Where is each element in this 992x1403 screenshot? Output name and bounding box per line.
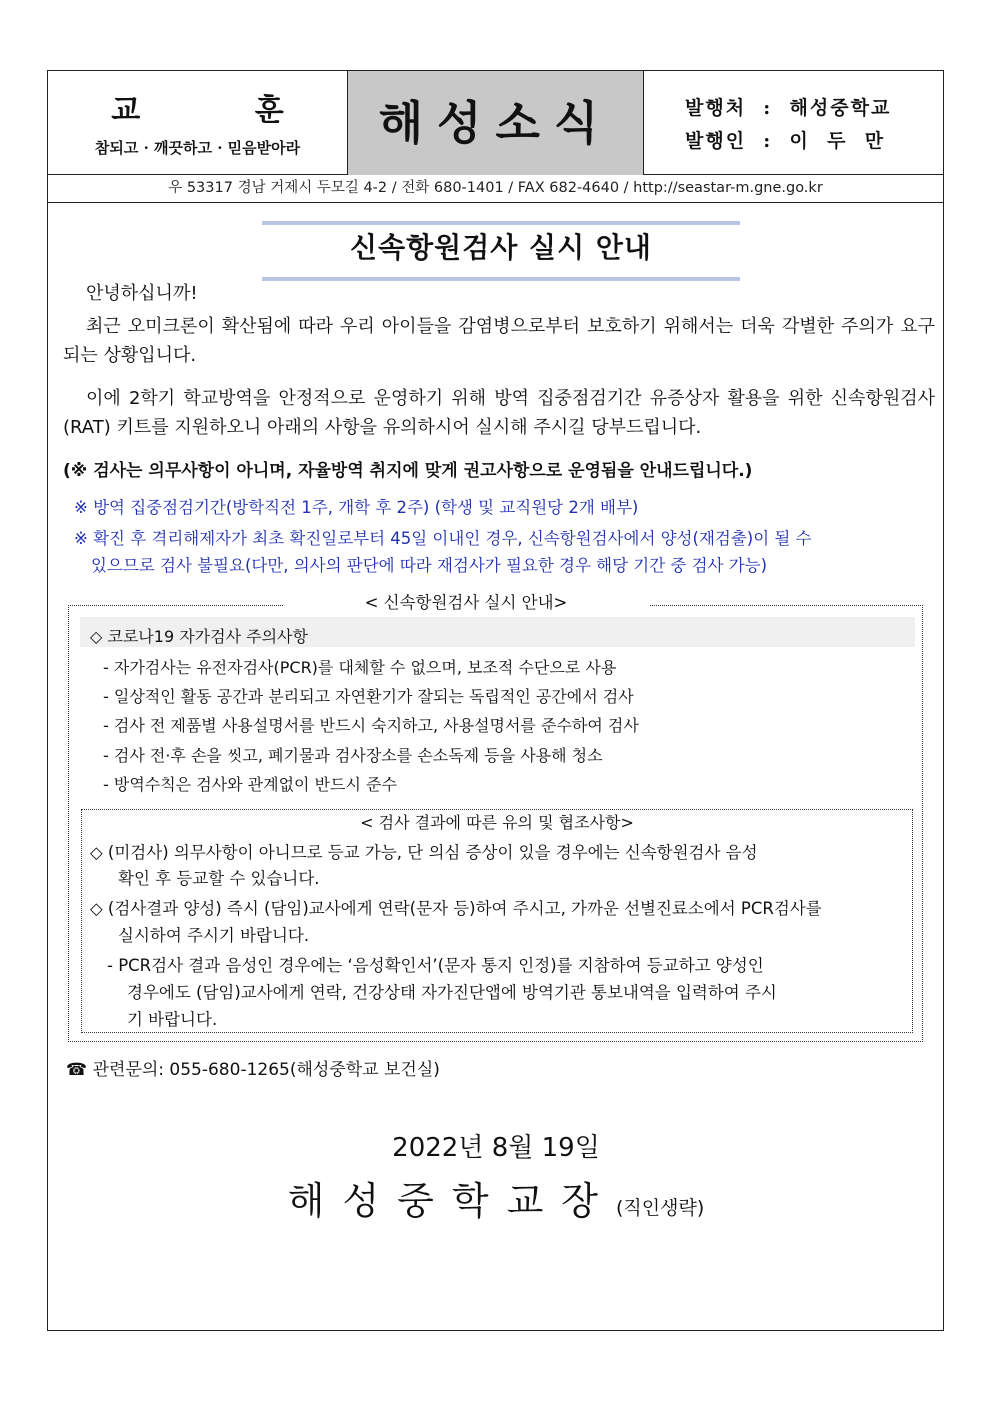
issue-date: 2022년 8월 19일 xyxy=(392,1133,600,1163)
result-positive-line2: 실시하여 주시기 바랍니다. xyxy=(118,926,310,945)
voluntary-notice: (※ 검사는 의무사항이 아니며, 자율방역 취지에 맞게 권고사항으로 운영됨을 안내드립니다.) xyxy=(63,461,753,481)
greeting: 안녕하십니까! xyxy=(86,283,198,304)
document-title-box xyxy=(262,221,740,281)
motto-title: 교 훈 xyxy=(111,93,336,128)
publisher-label: 발행처 xyxy=(685,97,747,119)
intro-paragraph-2: 이에 2학기 학교방역을 안정적으로 운영하기 위해 방역 집중점검기간 유증상자 활용을 위한 신속항원검사(RAT) 키트를 지원하오니 아래의 사항을 유의하시어 실시해 주시길 당부드립니다. xyxy=(63,388,935,438)
guide-box-title: < 신속항원검사 실시 안내> xyxy=(283,590,649,616)
guide-item: - 자가검사는 유전자검사(PCR)를 대체할 수 없으며, 보조적 수단으로 사용 xyxy=(103,658,617,677)
motto-text: 참되고 · 깨끗하고 · 믿음받아라 xyxy=(94,139,301,157)
publisher-row: 발행처 : 해성중학교 xyxy=(685,97,892,119)
exemption-note-line1: ※ 확진 후 격리해제자가 최초 확진일로부터 45일 이내인 경우, 신속항원검사에서 양성(재검출)이 될 수 xyxy=(74,529,812,548)
seal-note: (직인생략) xyxy=(616,1197,705,1219)
school-address: 우 53317 경남 거제시 두모길 4-2 / 전화 680-1401 / FAX 682-4640 / http://seastar-m.gne.go.kr xyxy=(48,175,943,203)
results-box-title: < 검사 결과에 따른 유의 및 협조사항> xyxy=(360,813,634,832)
guide-item: - 검사 전·후 손을 씻고, 폐기물과 검사장소를 손소독제 등을 사용해 청소 xyxy=(103,746,603,765)
phone-icon: ☎ xyxy=(66,1060,88,1080)
principal-signature xyxy=(0,1170,992,1225)
period-note: ※ 방역 집중점검기간(방학직전 1주, 개학 후 2주) (학생 및 교직원당 2개 배부) xyxy=(74,498,639,517)
guide-item: - 방역수칙은 검사와 관계없이 반드시 준수 xyxy=(103,775,397,794)
principal-name: 해성중학교장 xyxy=(287,1179,616,1223)
guide-item: - 일상적인 활동 공간과 분리되고 자연환기가 잘되는 독립적인 공간에서 검사 xyxy=(103,687,634,706)
publisher-info xyxy=(645,71,945,175)
school-motto xyxy=(48,71,348,175)
newsletter-name: 해성소식 xyxy=(378,96,613,150)
newsletter-name-panel xyxy=(348,71,644,175)
contact-info xyxy=(66,1057,440,1083)
exemption-note-line2: 있으므로 검사 불필요(다만, 의사의 판단에 따라 재검사가 필요한 경우 해당 기간 중 검사 가능) xyxy=(91,556,768,575)
issuer-row: 발행인 : 이 두 만 xyxy=(685,130,886,152)
document-title: 신속항원검사 실시 안내 xyxy=(350,231,652,264)
result-pcr-line1: - PCR검사 결과 음성인 경우에는 ‘음성확인서’(문자 통지 인정)를 지참하여 등교하고 양성인 xyxy=(107,956,764,975)
contact-text: 관련문의: 055-680-1265(해성중학교 보건실) xyxy=(92,1060,440,1080)
newsletter-header xyxy=(48,71,943,175)
publisher-value: 해성중학교 xyxy=(789,97,892,119)
result-pcr-line2: 경우에도 (담임)교사에게 연락, 건강상태 자가진단앱에 방역기관 통보내역을 입력하여 주시 xyxy=(127,983,777,1002)
result-untested-line1: ◇ (미검사) 의무사항이 아니므로 등교 가능, 단 의심 증상이 있을 경우에는 신속항원검사 음성 xyxy=(90,843,758,862)
issuer-label: 발행인 xyxy=(685,130,747,152)
result-untested-line2: 확인 후 등교할 수 있습니다. xyxy=(118,869,320,888)
self-test-section-title: ◇ 코로나19 자가검사 주의사항 xyxy=(90,627,308,646)
issuer-value: 이 두 만 xyxy=(789,130,886,152)
result-pcr-line3: 기 바랍니다. xyxy=(127,1010,218,1029)
result-positive-line1: ◇ (검사결과 양성) 즉시 (담임)교사에게 연락(문자 등)하여 주시고, 가까운 선별진료소에서 PCR검사를 xyxy=(90,899,822,918)
intro-paragraph-1: 최근 오미크론이 확산됨에 따라 우리 아이들을 감염병으로부터 보호하기 위해서는 더욱 각별한 주의가 요구되는 상황입니다. xyxy=(63,316,935,366)
guide-item: - 검사 전 제품별 사용설명서를 반드시 숙지하고, 사용설명서를 준수하여 검사 xyxy=(103,716,639,735)
